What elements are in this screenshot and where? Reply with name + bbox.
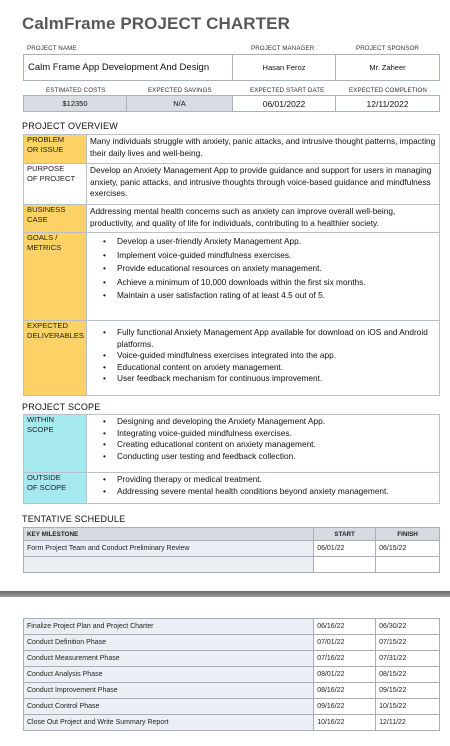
deliverables-key-line2: DELIVERABLES (27, 331, 84, 340)
milestone-cell[interactable]: Finalize Project Plan and Project Charter (24, 619, 314, 635)
milestone-cell[interactable]: Conduct Measurement Phase (24, 651, 314, 667)
project-sponsor-label: PROJECT SPONSOR (356, 45, 419, 52)
schedule-table-page2 (23, 618, 440, 731)
expected-savings-field[interactable] (126, 95, 233, 112)
estimated-costs-value: $12350 (62, 99, 88, 108)
business-key (24, 205, 87, 233)
deliverables-key (24, 321, 87, 396)
purpose-value[interactable]: Develop an Anxiety Management App to provide guidance and support for users in managing anxiety, panic attacks, and intrusive thoughts through voice-based guidance and mindfulness exercises. (87, 164, 440, 205)
start-cell[interactable]: 07/01/22 (314, 635, 376, 651)
table-row (24, 715, 440, 731)
purpose-key-line2: OF PROJECT (27, 174, 76, 183)
milestone-cell[interactable]: Conduct Improvement Phase (24, 683, 314, 699)
start-cell-empty[interactable] (314, 557, 376, 573)
milestone-cell-empty[interactable] (24, 557, 314, 573)
table-row (24, 541, 440, 557)
deliverables-value[interactable] (87, 321, 440, 396)
table-row (24, 619, 440, 635)
table-row-empty (24, 557, 440, 573)
within-scope-list (90, 416, 436, 462)
business-value[interactable]: Addressing mental health concerns such as anxiety can improve overall well-being, productivity, and quality of life for individuals, contributing to a healthier society. (87, 205, 440, 233)
outside-scope-key (24, 473, 87, 504)
deliverables-key-line1: EXPECTED (27, 321, 68, 330)
within-scope-item: • Conducting user testing and feedback collection. (103, 451, 436, 463)
scope-row-within (24, 415, 440, 473)
finish-cell[interactable]: 07/15/22 (376, 635, 440, 651)
project-overview-table (23, 134, 440, 396)
deliverable-item: • User feedback mechanism for continuous improvement. (103, 373, 436, 385)
deliverables-list (90, 327, 436, 385)
milestone-cell[interactable]: Conduct Control Phase (24, 699, 314, 715)
finish-cell[interactable]: 06/30/22 (376, 619, 440, 635)
project-sponsor-value: Mr. Zaheer (369, 63, 406, 72)
project-manager-field[interactable] (232, 54, 336, 81)
project-scope-heading: PROJECT SCOPE (22, 402, 101, 412)
start-cell[interactable]: 08/01/22 (314, 667, 376, 683)
expected-completion-label: EXPECTED COMPLETION (349, 87, 427, 94)
outside-scope-value[interactable] (87, 473, 440, 504)
expected-start-value: 06/01/2022 (262, 98, 306, 109)
deliverable-item: • Voice-guided mindfulness exercises integrated into the app. (103, 350, 436, 362)
deliverable-item: • Educational content on anxiety management. (103, 362, 436, 374)
tentative-schedule-heading: TENTATIVE SCHEDULE (22, 514, 126, 524)
expected-completion-field[interactable] (335, 95, 440, 112)
overview-row-deliverables (24, 321, 440, 396)
goal-item: • Achieve a minimum of 10,000 downloads within the first six months. (103, 276, 436, 290)
overview-row-purpose (24, 164, 440, 205)
goal-item: • Develop a user-friendly Anxiety Management App. (103, 235, 436, 249)
purpose-key-line1: PURPOSE (27, 164, 65, 173)
problem-key-line2: OR ISSUE (27, 145, 64, 154)
project-overview-heading: PROJECT OVERVIEW (22, 121, 118, 131)
goals-key (24, 233, 87, 321)
project-manager-value: Hasan Feroz (262, 63, 306, 72)
problem-key-line1: PROBLEM (27, 135, 65, 144)
project-name-value: Calm Frame App Development And Design (28, 62, 210, 73)
estimated-costs-field[interactable] (23, 95, 127, 112)
charter-page-2 (0, 597, 450, 746)
finish-cell[interactable]: 10/15/22 (376, 699, 440, 715)
project-sponsor-field[interactable] (335, 54, 440, 81)
milestone-cell[interactable]: Form Project Team and Conduct Preliminary Review (24, 541, 314, 557)
estimated-costs-label: ESTIMATED COSTS (46, 87, 106, 94)
goal-item: • Provide educational resources on anxiety management. (103, 262, 436, 276)
project-scope-table (23, 414, 440, 504)
within-scope-value[interactable] (87, 415, 440, 473)
start-cell[interactable]: 10/16/22 (314, 715, 376, 731)
purpose-key (24, 164, 87, 205)
deliverable-item: • Fully functional Anxiety Management App available for download on iOS and Android platforms. (103, 327, 436, 350)
finish-cell[interactable]: 07/31/22 (376, 651, 440, 667)
table-row (24, 635, 440, 651)
table-row (24, 667, 440, 683)
expected-completion-value: 12/11/2022 (366, 98, 409, 109)
problem-value[interactable]: Many individuals struggle with anxiety, panic attacks, and intrusive thought patterns, impacting their daily lives and well-being. (87, 135, 440, 164)
within-scope-item: • Creating educational content on anxiety management. (103, 439, 436, 451)
finish-cell[interactable]: 08/15/22 (376, 667, 440, 683)
table-row (24, 651, 440, 667)
start-cell[interactable]: 06/01/22 (314, 541, 376, 557)
schedule-header-row (24, 528, 440, 541)
overview-row-business (24, 205, 440, 233)
outside-key-line2: OF SCOPE (27, 483, 67, 492)
within-key-line1: WITHIN (27, 415, 54, 424)
milestone-cell[interactable]: Conduct Analysis Phase (24, 667, 314, 683)
table-row (24, 683, 440, 699)
project-name-field[interactable] (23, 54, 233, 81)
finish-cell[interactable]: 09/15/22 (376, 683, 440, 699)
within-scope-key (24, 415, 87, 473)
goal-item: • Implement voice-guided mindfulness exercises. (103, 249, 436, 263)
table-row (24, 699, 440, 715)
goals-list (90, 235, 436, 303)
business-key-line1: BUSINESS (27, 205, 66, 214)
schedule-table-page1 (23, 527, 440, 573)
start-cell[interactable]: 07/16/22 (314, 651, 376, 667)
finish-cell-empty[interactable] (376, 557, 440, 573)
start-cell[interactable]: 09/16/22 (314, 699, 376, 715)
finish-cell[interactable]: 06/15/22 (376, 541, 440, 557)
goals-key-line2: METRICS (27, 243, 62, 252)
col-finish: FINISH (376, 528, 440, 541)
milestone-cell[interactable]: Close Out Project and Write Summary Report (24, 715, 314, 731)
within-key-line2: SCOPE (27, 425, 54, 434)
finish-cell[interactable]: 12/11/22 (376, 715, 440, 731)
outside-key-line1: OUTSIDE (27, 473, 61, 482)
business-key-line2: CASE (27, 215, 48, 224)
within-scope-item: • Designing and developing the Anxiety Management App. (103, 416, 436, 428)
expected-start-label: EXPECTED START DATE (250, 87, 325, 94)
document-title: CalmFrame PROJECT CHARTER (22, 14, 290, 33)
project-name-label: PROJECT NAME (27, 45, 77, 52)
expected-start-field[interactable] (232, 95, 336, 112)
start-cell[interactable]: 08/16/22 (314, 683, 376, 699)
col-start: START (314, 528, 376, 541)
project-manager-label: PROJECT MANAGER (251, 45, 315, 52)
col-key-milestone: KEY MILESTONE (24, 528, 314, 541)
goals-key-line1: GOALS / (27, 233, 58, 242)
milestone-cell[interactable]: Conduct Definition Phase (24, 635, 314, 651)
goals-value[interactable] (87, 233, 440, 321)
outside-scope-item: • Addressing severe mental health conditions beyond anxiety management. (103, 486, 436, 498)
outside-scope-list (90, 474, 436, 497)
expected-savings-value: N/A (173, 99, 186, 108)
outside-scope-item: • Providing therapy or medical treatment. (103, 474, 436, 486)
overview-row-problem (24, 135, 440, 164)
scope-row-outside (24, 473, 440, 504)
overview-row-goals (24, 233, 440, 321)
start-cell[interactable]: 06/16/22 (314, 619, 376, 635)
within-scope-item: • Integrating voice-guided mindfulness exercises. (103, 428, 436, 440)
expected-savings-label: EXPECTED SAVINGS (148, 87, 212, 94)
problem-key (24, 135, 87, 164)
goal-item: • Maintain a user satisfaction rating of at least 4.5 out of 5. (103, 289, 436, 303)
